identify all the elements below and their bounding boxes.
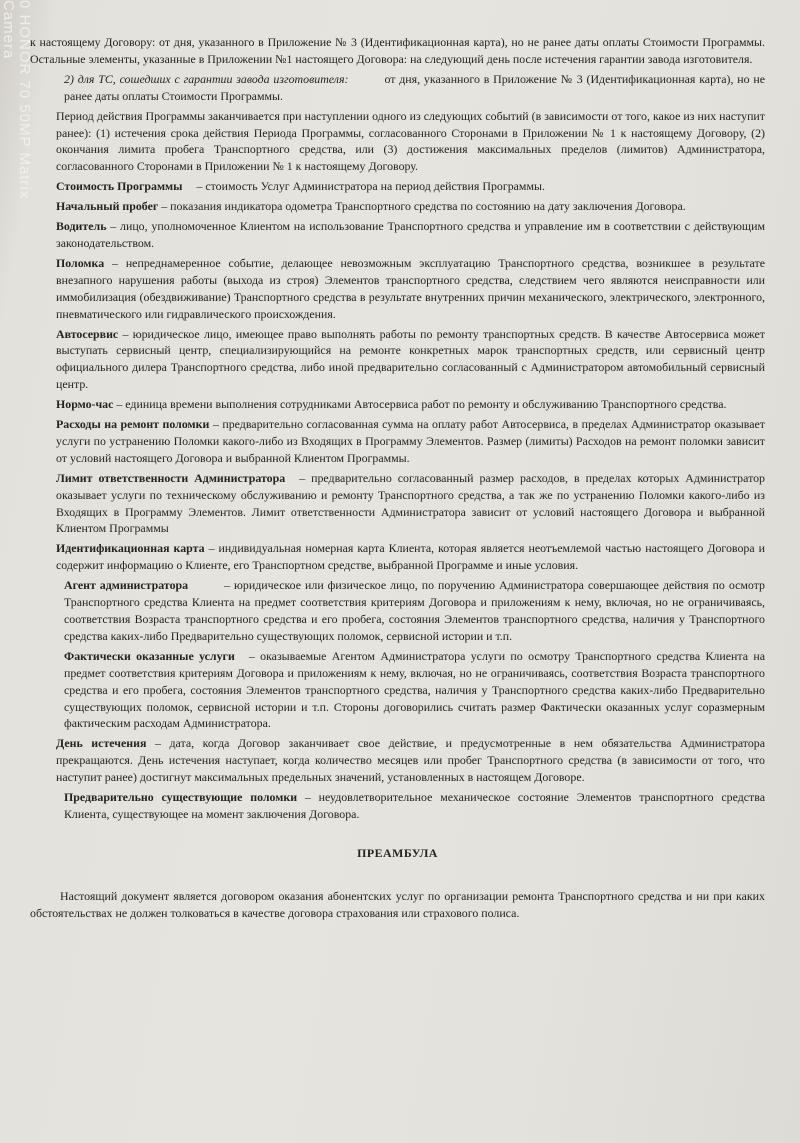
definition-term: День истечения xyxy=(56,736,147,751)
definition-term: Лимит ответственности Администратора xyxy=(56,470,286,485)
definition-term: Стоимость Программы xyxy=(56,179,183,194)
definition-item xyxy=(30,255,765,323)
definition-term: Фактически оказанные услуги xyxy=(64,648,235,663)
definition-item xyxy=(30,789,765,823)
definition-text: – единица времени выполнения сотрудниками Автосервиса работ по ремонту и обслуживанию Транспортного средства. xyxy=(116,397,727,412)
preamble-heading: ПРЕАМБУЛА xyxy=(357,845,438,860)
definition-text: – юридическое или физическое лицо, по поручению Администратора совершающее действия по осмотр Транспортного средства Клиента на предмет соответствия критериям Договора и приложениям к нему, включая, но не ограничиваясь, соответствия Возраста транспортного средства и его пробега, состояния Элементов транспортного средства, наличия у Транспортного средства каких-либо Предварительно существующих поломок, сервисной истории и т.п. xyxy=(64,578,765,643)
definition-text: – юридическое лицо, имеющее право выполнять работы по ремонту транспортных средств. В качестве Автосервиса может выступать сервисный центр, специализирующийся на ремонте конкретных марок транспортных средств, или сервисный центр официального дилера Транспортного средства, либо иной предварительно согласованный с Администратором автомобильный сервисный центр. xyxy=(56,326,765,392)
definition-text: – оказываемые Агентом Администратора услуги по осмотру Транспортного средства Клиента на предмет соответствия критериям Договора и приложениям к нему, включая, но не ограничиваясь, соответствия Возраста транспортного средства и его пробега, состояния Элементов транспортного средства, наличия у Транспортного средства каких-либо Предварительно существующих поломок, сервисной истории и т.п. Стороны договорились считать размер Фактически оказанных услуг соразмерным фактическим расходам Администратора. xyxy=(64,648,765,731)
intro-paragraph-1: к настоящему Договору: от дня, указанного в Приложение № 3 (Идентификационная карта), но не ранее даты оплаты Стоимости Программы. Остальные элементы, указанные в Приложении №1 настоящего Договора: на следующий день после истечения гарантии завода изготовителя. xyxy=(30,35,765,66)
document-body xyxy=(30,34,765,922)
definition-term: Автосервис xyxy=(56,326,119,341)
definition-item xyxy=(30,178,765,195)
intro-paragraph-2 xyxy=(30,71,765,105)
definition-text: – предварительно согласованный размер расходов, в пределах которых Администратор оказывает услуги по техническому обслуживанию и ремонту Транспортного средства, а так же по устранению Поломки какого-либо из Входящих в Программу Элементов. Лимит ответственности Администратора зависит от условий настоящего Договора и выбранной Клиентом Программы xyxy=(56,470,765,536)
definition-item xyxy=(30,218,765,252)
definition-term: Водитель xyxy=(56,219,107,234)
definition-item xyxy=(30,648,765,733)
definition-text: – стоимость Услуг Администратора на период действия Программы. xyxy=(196,179,545,194)
definition-term: Агент администратора xyxy=(64,578,189,593)
camera-watermark xyxy=(0,0,32,260)
intro-paragraph-2-label: 2) для ТС, сошедших с гарантии завода изготовителя: xyxy=(64,71,349,86)
definition-text: – лицо, уполномоченное Клиентом на использование Транспортного средства и управление им в соответствии с действующим законодательством. xyxy=(56,219,765,250)
definition-term: Расходы на ремонт поломки xyxy=(56,417,210,432)
definition-item xyxy=(30,735,765,786)
intro-paragraph-3: Период действия Программы заканчивается при наступлении одного из следующих событий (в зависимости от того, какое из них наступит ранее): (1) истечения срока действия Периода Программы, согласованного Сторонами в Приложении № 1 к настоящему Договору, (2) окончания лимита пробега Транспортного средства, или (3) достижения максимальных пределов (лимитов) Администратора, согласованного Сторонами в Приложении № 1 к настоящему Договору. xyxy=(56,108,765,174)
definition-text: – предварительно согласованная сумма на оплату работ Автосервиса, в пределах Администратор оказывает услуги по устранению Поломки какого-либо из Входящих в Программу Элементов. Размер (лимиты) Расходов на ремонт поломки зависит от условий настоящего Договора и выбранной Клиентом Программы. xyxy=(56,417,765,465)
definition-item xyxy=(30,416,765,467)
definition-item xyxy=(30,396,765,413)
preamble-text: Настоящий документ является договором оказания абонентских услуг по организации ремонта Транспортного средства и ни при каких обстоятельствах не должен толковаться в качестве договора страхования или страхового полиса. xyxy=(30,888,765,920)
definition-term: Поломка xyxy=(56,255,105,270)
definition-item xyxy=(30,577,765,645)
definition-term: Предварительно существующие поломки xyxy=(64,790,298,805)
watermark-line-1: 0 HONOR 70 xyxy=(16,0,33,100)
definition-item xyxy=(30,470,765,538)
definition-item xyxy=(30,198,765,215)
definition-term: Начальный пробег xyxy=(56,199,159,214)
definition-item xyxy=(30,540,765,574)
definition-term: Идентификационная карта xyxy=(56,541,205,556)
definition-text: – неудовлетворительное механическое состояние Элементов транспортного средства Клиента, существующее на момент заключения Договора. xyxy=(64,790,765,821)
definition-text: – индивидуальная номерная карта Клиента, которая является неотъемлемой частью настоящего Договора и содержит информацию о Клиенте, его Транспортном средстве, выбранной Программе и иные условия. xyxy=(56,541,765,573)
intro-paragraph-2-text: от дня, указанного в Приложение № 3 (Идентификационная карта), но не ранее даты оплаты Стоимости Программы. xyxy=(64,71,765,103)
watermark-line-2: 50MP Matrix Camera xyxy=(0,0,33,200)
definition-text: – показания индикатора одометра Транспортного средства по состоянию на дату заключения Договора. xyxy=(161,199,686,214)
definition-text: – непреднамеренное событие, делающее невозможным эксплуатацию Транспортного средства, возникшее в результате внезапного нарушения работы (выхода из строя) Элементов транспортного средства, следствием чего являются неисправности или иммобилизация (обездвиживание) Транспортного средства в результате внутренних причин механического, электрического, электронного, пневматического или гидравлического происхождения. xyxy=(56,255,765,321)
definition-term: Нормо-час xyxy=(56,397,114,412)
definition-text: – дата, когда Договор заканчивает свое действие, и предусмотренные в нем обязательства Администратора прекращаются. День истечения наступает, когда количество месяцев или пробег Транспортного средства (в зависимости от того, что наступит ранее) достигнут максимальных предельных значений, установленных в настоящем Договоре. xyxy=(56,736,765,785)
definition-item xyxy=(30,326,765,394)
